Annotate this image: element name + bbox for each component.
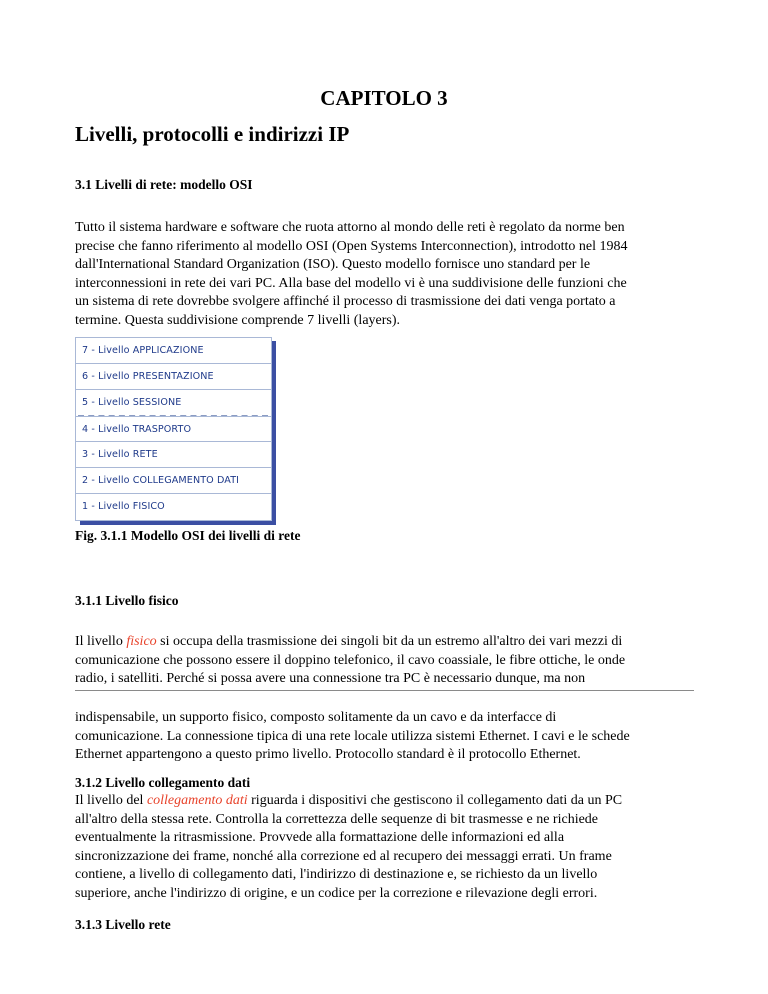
paragraph-line: dall'International Standard Organization (ISO). Questo modello fornisce uno standard per le xyxy=(75,257,591,272)
text-run: riguarda i dispositivi che gestiscono il collegamento dati da un PC xyxy=(247,793,623,808)
paragraph-line: termine. Questa suddivisione comprende 7 livelli (layers). xyxy=(75,312,401,328)
osi-layer-5: 5 - Livello SESSIONE xyxy=(82,397,182,408)
osi-layer-2: 2 - Livello COLLEGAMENTO DATI xyxy=(76,468,271,494)
paragraph-line: sincronizzazione dei frame, nonché alla correzione ed al recupero dei messaggi errati. Un frame xyxy=(75,848,612,864)
paragraph-line: all'altro della stessa rete. Controlla la correttezza delle sequenze di bit trasmesse e ne richiede xyxy=(75,811,599,827)
paragraph-line: contiene, a livello di collegamento dati, l'indirizzo di destinazione e, se richiesto da un livello xyxy=(75,867,598,882)
paragraph-data-link-layer xyxy=(75,792,694,903)
osi-layer-1: 1 - Livello FISICO xyxy=(82,501,165,512)
paragraph-line: indispensabile, un supporto fisico, composto solitamente da un cavo e da interfacce di xyxy=(75,710,557,725)
osi-layer-3: 3 - Livello RETE xyxy=(76,442,271,468)
section-heading-3-1: 3.1 Livelli di rete: modello OSI xyxy=(75,177,253,192)
paragraph-osi-intro xyxy=(75,219,694,330)
chapter-title: Livelli, protocolli e indirizzi IP xyxy=(75,122,350,146)
section-heading-3-1-3: 3.1.3 Livello rete xyxy=(75,917,171,932)
paragraph-line: interconnessioni in rete dei vari PC. Alla base del modello vi è una suddivisione delle funzioni che xyxy=(75,275,627,291)
paragraph-line: un sistema di rete dovrebbe svolgere affinché il processo di trasmissione dei dati venga portato a xyxy=(75,294,616,309)
text-run: si occupa della trasmissione dei singoli bit da un estremo all'altro dei vari mezzi di xyxy=(156,634,623,649)
paragraph-line: comunicazione. La connessione tipica di una rete locale utilizza sistemi Ethernet. I cavi e le schede xyxy=(75,728,630,744)
chapter-heading: CAPITOLO 3 xyxy=(320,86,448,110)
text-run: Il livello xyxy=(75,634,127,649)
osi-layer-6: 6 - Livello PRESENTAZIONE xyxy=(76,364,271,390)
section-heading-3-1-1: 3.1.1 Livello fisico xyxy=(75,593,179,608)
keyword-fisico: fisico xyxy=(126,634,157,649)
text-run: Il livello del xyxy=(75,793,147,808)
paragraph-line xyxy=(75,792,694,811)
paragraph-physical-layer-cont xyxy=(75,709,694,765)
paragraph-line: eventualmente la ritrasmissione. Provvede alla formattazione delle informazioni ed alla xyxy=(75,830,565,845)
paragraph-line xyxy=(75,633,694,652)
paragraph-line: comunicazione che possono essere il doppino telefonico, il cavo coassiale, le fibre ottiche, le onde xyxy=(75,652,626,668)
paragraph-line: precise che fanno riferimento al modello OSI (Open Systems Interconnection), introdotto nel 1984 xyxy=(75,238,628,254)
osi-model-diagram xyxy=(75,337,272,521)
paragraph-physical-layer xyxy=(75,633,694,689)
paragraph-line: Tutto il sistema hardware e software che ruota attorno al mondo delle reti è regolato da norme ben xyxy=(75,220,625,235)
paragraph-line: superiore, anche l'indirizzo di origine, e un codice per la correzione e rilevazione degli errori. xyxy=(75,885,598,901)
keyword-collegamento-dati: collegamento dati xyxy=(146,793,248,808)
osi-layer-7: 7 - Livello APPLICAZIONE xyxy=(76,338,271,364)
page-break-rule xyxy=(75,690,694,691)
paragraph-line: Ethernet appartengono a questo primo livello. Protocollo standard è il protocollo Ethernet. xyxy=(75,747,581,762)
section-heading-3-1-2: 3.1.2 Livello collegamento dati xyxy=(75,775,251,790)
figure-caption: Fig. 3.1.1 Modello OSI dei livelli di rete xyxy=(75,528,301,543)
paragraph-line: radio, i satelliti. Perché si possa avere una connessione tra PC è necessario dunque, ma non xyxy=(75,671,586,686)
osi-layer-4: 4 - Livello TRASPORTO xyxy=(76,416,271,442)
